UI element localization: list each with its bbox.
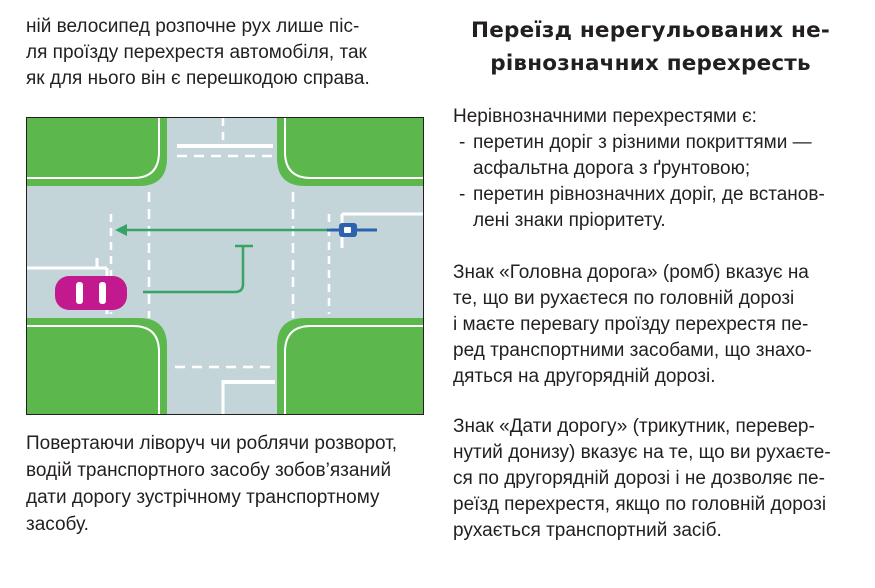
- heading-line: Переїзд нерегульованих не-: [471, 18, 830, 43]
- intro-line: ній велосипед розпочне рух лише піс-: [26, 16, 360, 37]
- definition-lead: Нерівнозначними перехрестями є:: [453, 106, 757, 127]
- paragraph-line: Знак «Дати дорогу» (трикутник, перевер-: [453, 416, 815, 437]
- diagram-caption: [26, 430, 424, 538]
- list-item: [453, 130, 848, 182]
- stop-line: [223, 380, 275, 384]
- intro-line: як для нього він є перешкодою справа.: [26, 68, 370, 89]
- caption-line: водій транспортного засобу зобов’язаний: [26, 460, 392, 481]
- bullet-dash: -: [459, 132, 466, 153]
- list-item: [453, 182, 848, 234]
- list-item-line: асфальтна дорога з ґрунтовою;: [473, 158, 751, 179]
- paragraph-line: і маєте перевагу проїзду перехрестя пе-: [453, 314, 809, 335]
- list-item-line: перетин доріг з різними покриттями —: [473, 132, 812, 153]
- car-icon: [55, 276, 127, 310]
- grass-bottom-right: [277, 318, 423, 414]
- definition-paragraph: [453, 104, 848, 234]
- intersection-svg: [27, 118, 423, 414]
- caption-line: засобу.: [26, 514, 89, 535]
- paragraph-line: нутий донизу) вказує на те, що ви рухаєте-: [453, 442, 831, 463]
- paragraph-line: Знак «Головна дорога» (ромб) вказує на: [453, 262, 809, 283]
- intro-paragraph: [26, 14, 421, 92]
- bullet-dash: -: [459, 184, 466, 205]
- paragraph-line: дяться на другорядній дорозі.: [453, 366, 716, 387]
- main-road-sign-paragraph: [453, 260, 848, 390]
- paragraph-line: те, що ви рухаєтеся по головній дорозі: [453, 288, 795, 309]
- list-item-line: лені знаки пріоритету.: [473, 210, 666, 231]
- section-heading-block: [453, 14, 848, 80]
- paragraph-line: ред транспортними засобами, що знахо-: [453, 340, 812, 361]
- list-item-line: перетин рівнозначних доріг, де встанов-: [473, 184, 825, 205]
- paragraph-line: ся по другорядній дорозі і не дозволяє пе-: [453, 468, 825, 489]
- heading-line: рівнозначних перехресть: [490, 51, 811, 76]
- caption-line: Повертаючи ліворуч чи роблячи розворот,: [26, 433, 398, 454]
- give-way-sign-paragraph: [453, 414, 848, 544]
- intro-line: ля проїзду перехрестя автомобіля, так: [26, 42, 367, 63]
- paragraph-line: рухається транспортний засіб.: [453, 520, 722, 541]
- grass-bottom-left: [27, 318, 167, 414]
- caption-line: дати дорогу зустрічному транспортному: [26, 487, 380, 508]
- intersection-diagram: [26, 117, 424, 415]
- section-heading: [453, 14, 848, 80]
- stop-line: [177, 144, 273, 148]
- definition-list: [453, 130, 848, 234]
- paragraph-line: реїзд перехрестя, якщо по головній дорозі: [453, 494, 827, 515]
